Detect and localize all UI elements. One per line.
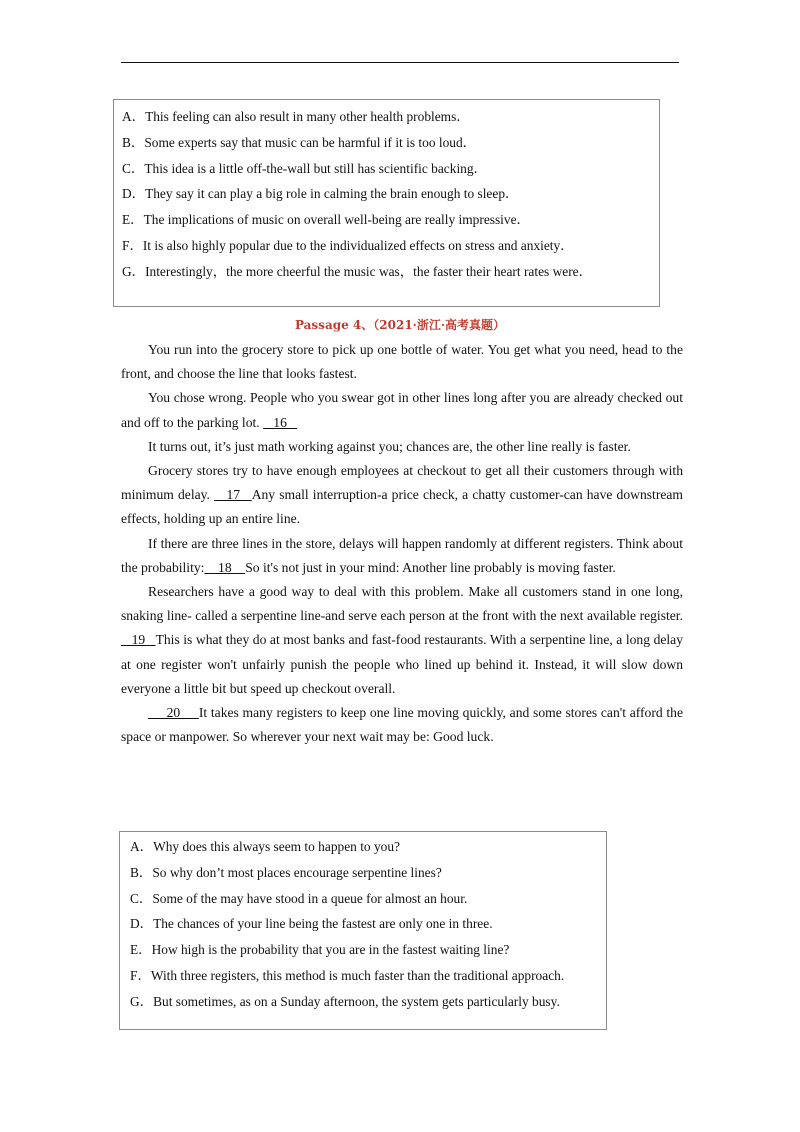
blank-19: 19 bbox=[121, 632, 156, 648]
paragraph-1: You run into the grocery store to pick up one bottle of water. You get what you need, head to the front, and choose the line that looks fastest. bbox=[121, 342, 683, 382]
option-text: So why don’t most places encourage serpentine lines? bbox=[152, 864, 442, 880]
option-e bbox=[120, 937, 606, 963]
blank-17: 17 bbox=[214, 487, 252, 503]
option-text: The chances of your line being the fastest are only one in three. bbox=[153, 916, 493, 932]
paragraph-text: It takes many registers to keep one line moving quickly, and some stores can't afford the space or manpower. So wherever your next wait may be: Good luck. bbox=[121, 705, 684, 745]
option-letter: G． bbox=[122, 263, 146, 279]
options-box-previous-passage bbox=[113, 99, 660, 307]
option-text: It is also highly popular due to the individualized effects on stress and anxiety． bbox=[142, 237, 574, 253]
option-text: This feeling can also result in many other health problems． bbox=[145, 109, 470, 124]
option-text: They say it can play a big role in calming the brain enough to sleep． bbox=[145, 186, 519, 202]
paragraph-text: If there are three lines in the store, delays will happen randomly at different registers. Think about the probability: bbox=[121, 535, 683, 575]
option-d bbox=[120, 911, 606, 937]
option-letter: B． bbox=[130, 864, 153, 880]
paragraph-text: Researchers have a good way to deal with this problem. Make all customers stand in one long, snaking line- called a serpentine line-and serve each person at the front with the next available register. bbox=[121, 584, 683, 624]
option-text: The implications of music on overall well-being are really impressive． bbox=[143, 212, 530, 228]
blank-20: 20 bbox=[148, 705, 199, 721]
option-g bbox=[120, 989, 606, 1015]
option-c bbox=[114, 156, 659, 182]
paragraph-text: Grocery stores try to have enough employees at checkout to get all their customers through with minimum delay. bbox=[121, 463, 683, 503]
option-letter: C． bbox=[122, 160, 145, 176]
option-letter: F． bbox=[122, 237, 143, 253]
option-letter: A． bbox=[122, 109, 146, 124]
option-letter: D． bbox=[122, 186, 146, 202]
option-letter: E． bbox=[130, 942, 152, 958]
options-box-passage-4 bbox=[119, 831, 607, 1030]
header-rule bbox=[121, 62, 679, 63]
option-text: Interestingly，the more cheerful the music was，the faster their heart rates were． bbox=[145, 263, 592, 279]
option-text: But sometimes, as on a Sunday afternoon, the system gets particularly busy. bbox=[153, 993, 560, 1009]
option-text: Some of the may have stood in a queue for almost an hour. bbox=[152, 890, 468, 906]
option-text: With three registers, this method is much faster than the traditional approach. bbox=[150, 967, 565, 983]
paragraph-2 bbox=[121, 386, 683, 434]
option-b bbox=[114, 130, 659, 156]
option-letter: D． bbox=[130, 916, 154, 932]
paragraph-text: Any small interruption-a price check, a chatty customer-can have downstream effects, holding up an entire line. bbox=[121, 487, 683, 527]
paragraph-5 bbox=[121, 532, 683, 580]
option-text: Why does this always seem to happen to you? bbox=[153, 839, 400, 854]
option-e bbox=[114, 207, 659, 233]
option-letter: F． bbox=[130, 967, 151, 983]
option-letter: C． bbox=[130, 890, 153, 906]
option-text: How high is the probability that you are in the fastest waiting line? bbox=[151, 942, 510, 958]
option-letter: A． bbox=[130, 839, 154, 854]
option-a bbox=[114, 104, 659, 130]
paragraph-7 bbox=[121, 701, 683, 749]
paragraph-text: You chose wrong. People who you swear got in other lines long after you are already checked out and off to the parking lot. bbox=[121, 390, 683, 430]
option-c bbox=[120, 886, 606, 912]
option-text: This idea is a little off-the-wall but still has scientific backing． bbox=[144, 160, 487, 176]
paragraph-3: It turns out, it’s just math working against you; chances are, the other line really is faster. bbox=[148, 438, 631, 454]
paragraph-6 bbox=[121, 580, 683, 701]
paragraph-4 bbox=[121, 459, 683, 532]
paragraph-text: So it's not just in your mind: Another line probably is moving faster. bbox=[245, 559, 616, 575]
passage-body bbox=[121, 338, 683, 749]
option-a bbox=[120, 834, 606, 860]
option-letter: G． bbox=[130, 993, 154, 1009]
option-b bbox=[120, 860, 606, 886]
passage-title: Passage 4、（2021·浙江·高考真题） bbox=[294, 318, 506, 332]
blank-18: 18 bbox=[204, 559, 246, 575]
option-f bbox=[114, 233, 659, 259]
option-d bbox=[114, 181, 659, 207]
option-g bbox=[114, 259, 659, 285]
blank-16: 16 bbox=[263, 414, 298, 430]
option-text: Some experts say that music can be harmful if it is too loud． bbox=[144, 134, 477, 150]
option-f bbox=[120, 963, 606, 989]
option-letter: B． bbox=[122, 134, 145, 150]
paragraph-text: This is what they do at most banks and fast-food restaurants. With a serpentine line, a long delay at one register won't unfairly punish the people who lined up behind it. Instead, it will slow down everyone a little bit but speed up checkout overall. bbox=[121, 632, 684, 696]
option-letter: E． bbox=[122, 212, 144, 228]
